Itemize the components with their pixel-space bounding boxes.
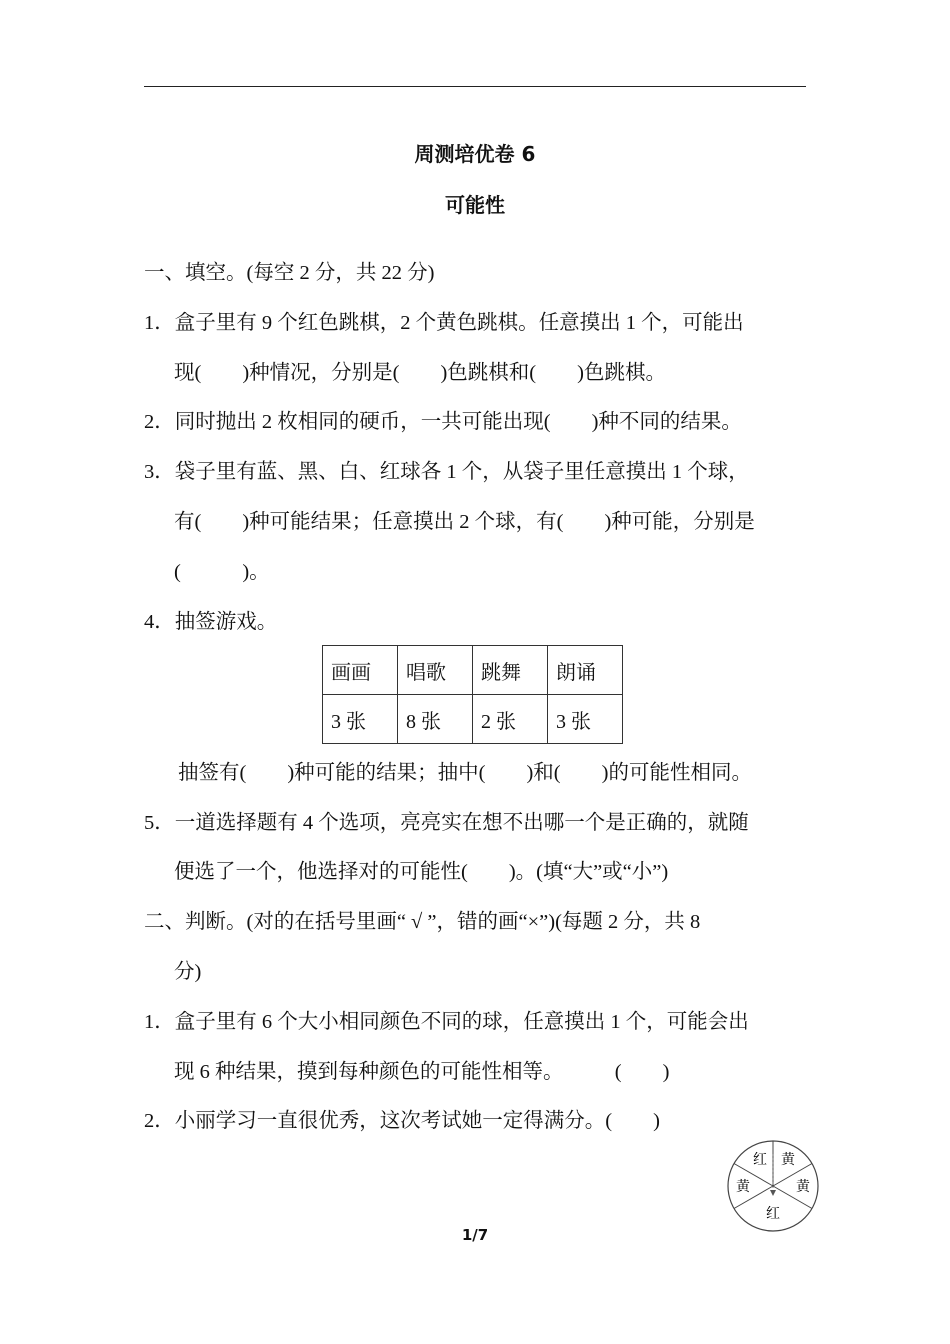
spinner-label-yellow-top: 黄	[781, 1152, 795, 1168]
table-cell: 3 张	[548, 695, 623, 744]
table-cell: 跳舞	[473, 646, 548, 695]
table-row	[323, 695, 623, 744]
table-cell: 8 张	[398, 695, 473, 744]
question-2: 2．同时抛出 2 枚相同的硬币，一共可能出现( )种不同的结果。	[144, 411, 742, 433]
judge-question-1-line-2: 现 6 种结果，摸到每种颜色的可能性相等。 ( )	[174, 1061, 670, 1083]
spinner-label-yellow-left: 黄	[736, 1179, 750, 1195]
table-cell: 画画	[323, 646, 398, 695]
spinner-label-red-top: 红	[753, 1152, 767, 1168]
section-1-heading: 一、填空。(每空 2 分，共 22 分)	[144, 262, 435, 284]
header-rule	[144, 86, 806, 87]
table-cell: 朗诵	[548, 646, 623, 695]
table-cell: 3 张	[323, 695, 398, 744]
lottery-table	[322, 645, 623, 744]
spinner-label-red-bottom: 红	[766, 1206, 780, 1222]
question-5-line-1: 5．一道选择题有 4 个选项，亮亮实在想不出哪一个是正确的，就随	[144, 812, 749, 834]
judge-question-2: 2．小丽学习一直很优秀，这次考试她一定得满分。( )	[144, 1110, 660, 1132]
table-row	[323, 646, 623, 695]
question-3-line-3: ( )。	[174, 561, 270, 583]
question-3-line-1: 3．袋子里有蓝、黑、白、红球各 1 个，从袋子里任意摸出 1 个球，	[144, 461, 749, 483]
section-2-heading-line-2: 分)	[174, 961, 202, 983]
question-3-line-2: 有( )种可能结果；任意摸出 2 个球，有( )种可能，分别是	[174, 511, 755, 533]
page-subtitle: 可能性	[445, 193, 505, 217]
question-1-line-2: 现( )种情况，分别是( )色跳棋和( )色跳棋。	[174, 362, 666, 384]
question-1-line-1: 1．盒子里有 9 个红色跳棋，2 个黄色跳棋。任意摸出 1 个，可能出	[144, 312, 744, 334]
judge-question-1-line-1: 1．盒子里有 6 个大小相同颜色不同的球，任意摸出 1 个，可能会出	[144, 1011, 749, 1033]
question-4: 4．抽签游戏。	[144, 611, 278, 633]
table-cell: 唱歌	[398, 646, 473, 695]
section-2-heading-line-1: 二、判断。(对的在括号里画“ √ ”，错的画“×”)(每题 2 分，共 8	[144, 911, 701, 933]
page-number: 1/7	[461, 1226, 489, 1244]
spinner-arrow-icon	[770, 1190, 776, 1196]
question-4-answer-line: 抽签有( )种可能的结果；抽中( )和( )的可能性相同。	[178, 762, 752, 784]
question-5-line-2: 便选了一个，他选择对的可能性( )。(填“大”或“小”)	[174, 861, 669, 883]
page-title: 周测培优卷 6	[414, 142, 536, 166]
spinner-figure	[723, 1138, 823, 1238]
spinner-label-yellow-right: 黄	[796, 1179, 810, 1195]
table-cell: 2 张	[473, 695, 548, 744]
